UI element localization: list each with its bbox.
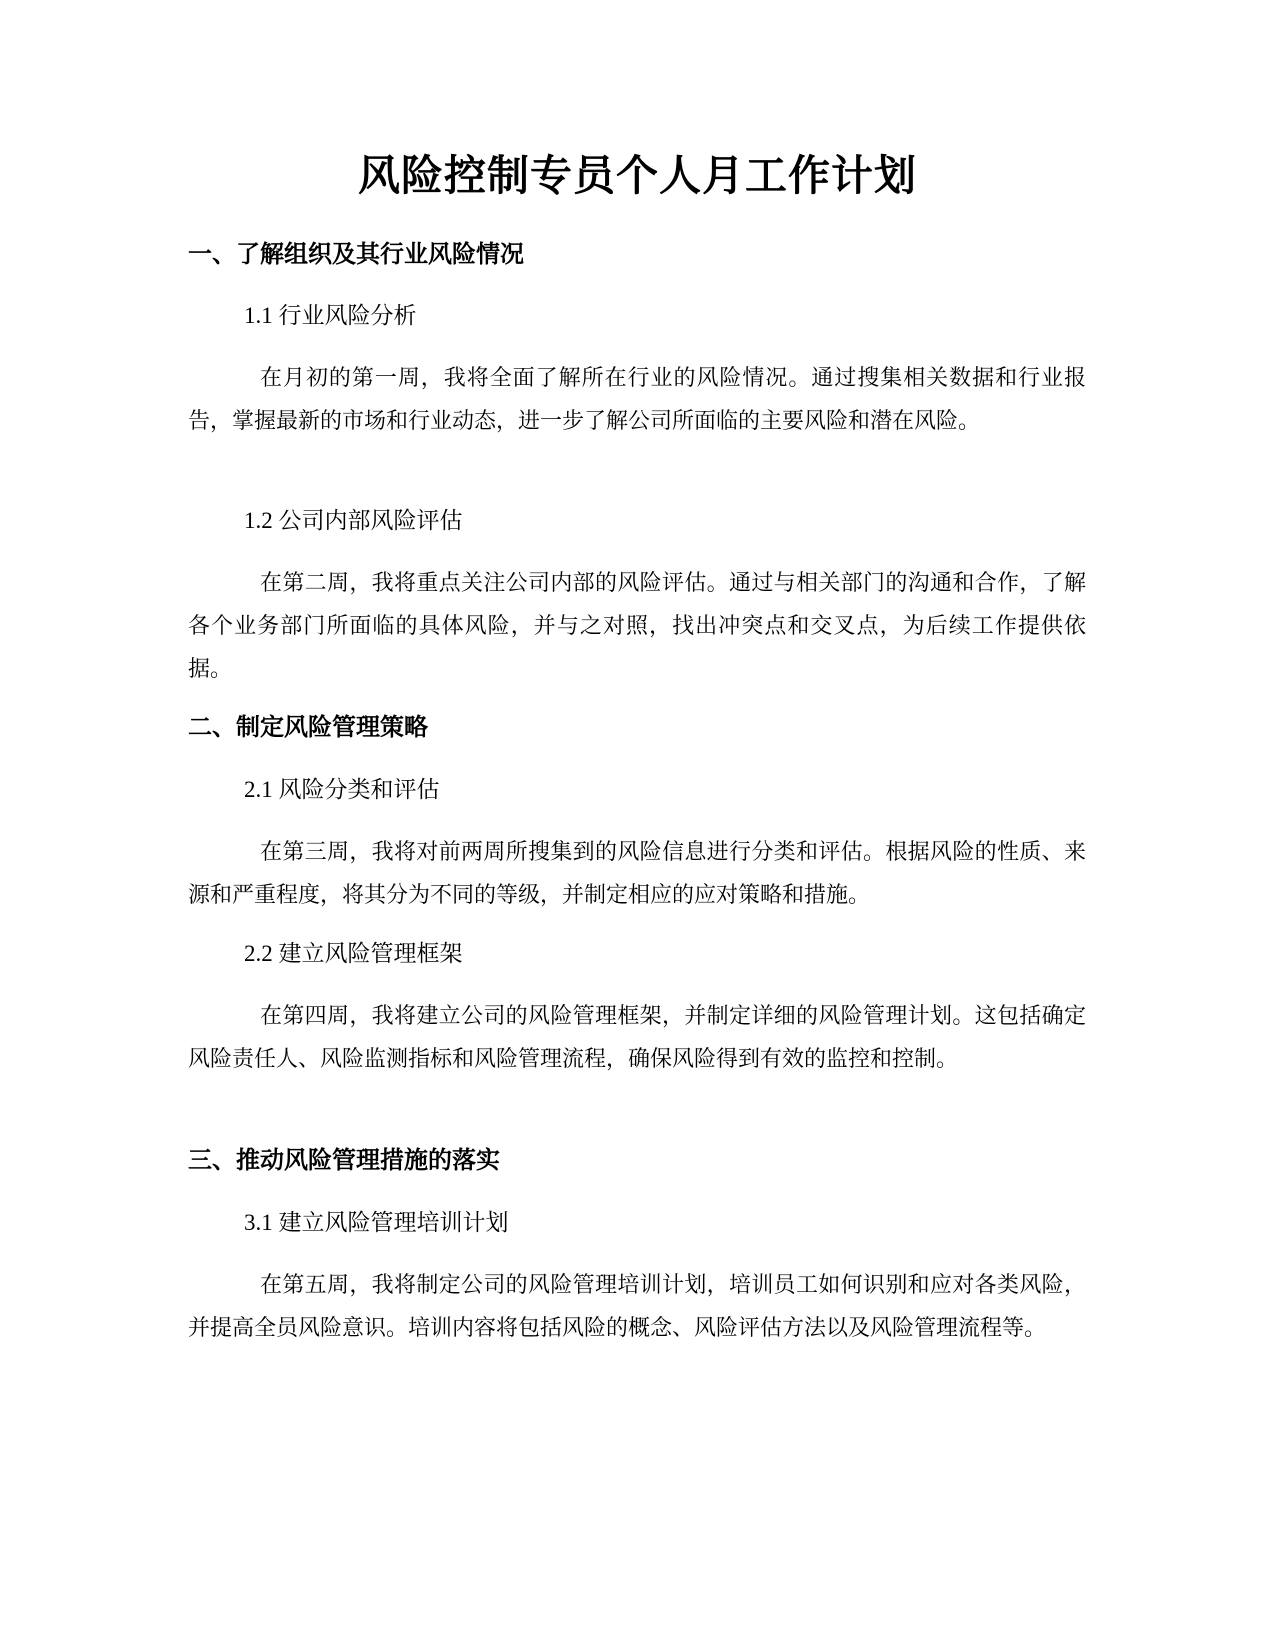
paragraph-3-1: 在第五周，我将制定公司的风险管理培训计划，培训员工如何识别和应对各类风险，并提高全员风险意识。培训内容将包括风险的概念、风险评估方法以及风险管理流程等。	[188, 1273, 1086, 1341]
paragraph-2-2: 在第四周，我将建立公司的风险管理框架，并制定详细的风险管理计划。这包括确定风险责任人、风险监测指标和风险管理流程，确保风险得到有效的监控和控制。	[188, 1004, 1086, 1072]
paragraph-1-2: 在第二周，我将重点关注公司内部的风险评估。通过与相关部门的沟通和合作，了解各个业务部门所面临的具体风险，并与之对照，找出冲突点和交叉点，为后续工作提供依据。	[188, 571, 1086, 682]
section-heading-3: 三、推动风险管理措施的落实	[188, 1146, 500, 1174]
section-heading-2: 二、制定风险管理策略	[188, 713, 428, 741]
subsection-heading-2-2: 2.2 建立风险管理框架	[244, 941, 463, 966]
section-heading-1: 一、了解组织及其行业风险情况	[188, 240, 524, 268]
subsection-heading-1-2: 1.2 公司内部风险评估	[244, 508, 463, 533]
subsection-heading-1-1: 1.1 行业风险分析	[244, 303, 417, 328]
paragraph-2-1: 在第三周，我将对前两周所搜集到的风险信息进行分类和评估。根据风险的性质、来源和严重程度，将其分为不同的等级，并制定相应的应对策略和措施。	[188, 840, 1086, 908]
subsection-heading-3-1: 3.1 建立风险管理培训计划	[244, 1210, 509, 1235]
document-title: 风险控制专员个人月工作计划	[357, 151, 917, 200]
paragraph-1-1: 在月初的第一周，我将全面了解所在行业的风险情况。通过搜集相关数据和行业报告，掌握最新的市场和行业动态，进一步了解公司所面临的主要风险和潜在风险。	[188, 366, 1086, 434]
subsection-heading-2-1: 2.1 风险分类和评估	[244, 777, 440, 802]
